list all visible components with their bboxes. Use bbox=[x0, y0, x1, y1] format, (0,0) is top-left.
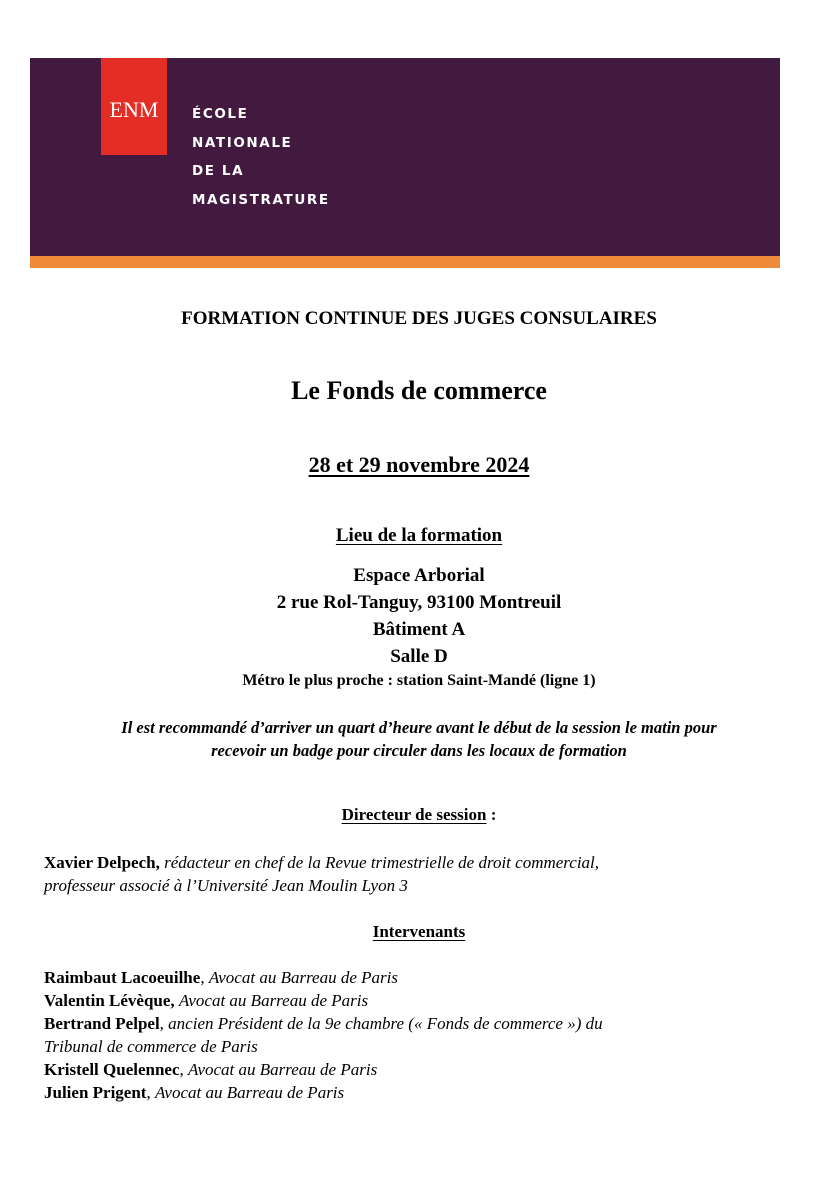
speaker-separator: , bbox=[159, 1014, 169, 1033]
speaker-role: ancien Président de la 9e chambre (« Fonds de commerce ») du bbox=[168, 1014, 603, 1033]
speaker-item bbox=[44, 990, 368, 1012]
speaker-item bbox=[44, 1082, 344, 1104]
school-name-line: DE LA bbox=[192, 163, 245, 179]
director-title-line-2: professeur associé à l’Université Jean Moulin Lyon 3 bbox=[44, 876, 408, 895]
venue-address: 2 rue Rol-Tanguy, 93100 Montreuil bbox=[276, 592, 562, 613]
school-name-line: NATIONALE bbox=[192, 134, 293, 151]
director-heading-label: Directeur de session bbox=[341, 805, 487, 824]
director-title: rédacteur en chef de la Revue trimestrielle de droit commercial, bbox=[159, 853, 600, 872]
venue-heading: Lieu de la formation bbox=[335, 525, 503, 546]
director-name: Xavier Delpech, bbox=[44, 853, 160, 872]
logo-text: ENM bbox=[109, 96, 159, 122]
speaker-role-line-2: Tribunal de commerce de Paris bbox=[44, 1037, 258, 1056]
speaker-role: Avocat au Barreau de Paris bbox=[188, 1060, 378, 1079]
speaker-role: Avocat au Barreau de Paris bbox=[208, 968, 398, 987]
venue-room: Salle D bbox=[390, 646, 448, 667]
speaker-role: Avocat au Barreau de Paris bbox=[178, 991, 369, 1010]
session-subject: Le Fonds de commerce bbox=[291, 376, 547, 405]
school-name-line: MAGISTRATURE bbox=[192, 191, 330, 208]
venue-building: Bâtiment A bbox=[372, 619, 466, 640]
arrival-notice-line: recevoir un badge pour circuler dans les locaux de formation bbox=[211, 741, 627, 760]
speaker-name: Julien Prigent bbox=[44, 1083, 147, 1102]
program-title: FORMATION CONTINUE DES JUGES CONSULAIRES bbox=[181, 308, 657, 329]
enm-logo bbox=[101, 58, 167, 155]
speaker-name: Bertrand Pelpel bbox=[44, 1014, 160, 1033]
school-name-line: ÉCOLE bbox=[192, 106, 249, 122]
speaker-separator: , bbox=[200, 968, 209, 987]
director-heading bbox=[0, 805, 838, 825]
director-line-1 bbox=[44, 852, 599, 874]
header-accent-stripe bbox=[30, 256, 780, 268]
speakers-heading: Intervenants bbox=[372, 922, 466, 941]
speaker-name: Valentin Lévèque, bbox=[44, 991, 175, 1010]
director-heading-suffix: : bbox=[486, 805, 497, 824]
speaker-separator: , bbox=[146, 1083, 155, 1102]
school-name bbox=[192, 100, 330, 214]
speaker-name: Raimbaut Lacoeuilhe bbox=[44, 968, 201, 987]
arrival-notice-line: Il est recommandé d’arriver un quart d’heure avant le début de la session le matin pour bbox=[121, 718, 717, 737]
speaker-item bbox=[44, 1059, 377, 1081]
speaker-name: Kristell Quelennec bbox=[44, 1060, 180, 1079]
venue-name: Espace Arborial bbox=[353, 565, 485, 586]
venue-metro: Métro le plus proche : station Saint-Mandé (ligne 1) bbox=[242, 672, 596, 689]
speaker-item bbox=[44, 967, 398, 989]
speaker-item bbox=[44, 1013, 603, 1035]
session-dates: 28 et 29 novembre 2024 bbox=[308, 452, 530, 477]
speaker-role: Avocat au Barreau de Paris bbox=[154, 1083, 345, 1102]
speaker-separator: , bbox=[179, 1060, 189, 1079]
